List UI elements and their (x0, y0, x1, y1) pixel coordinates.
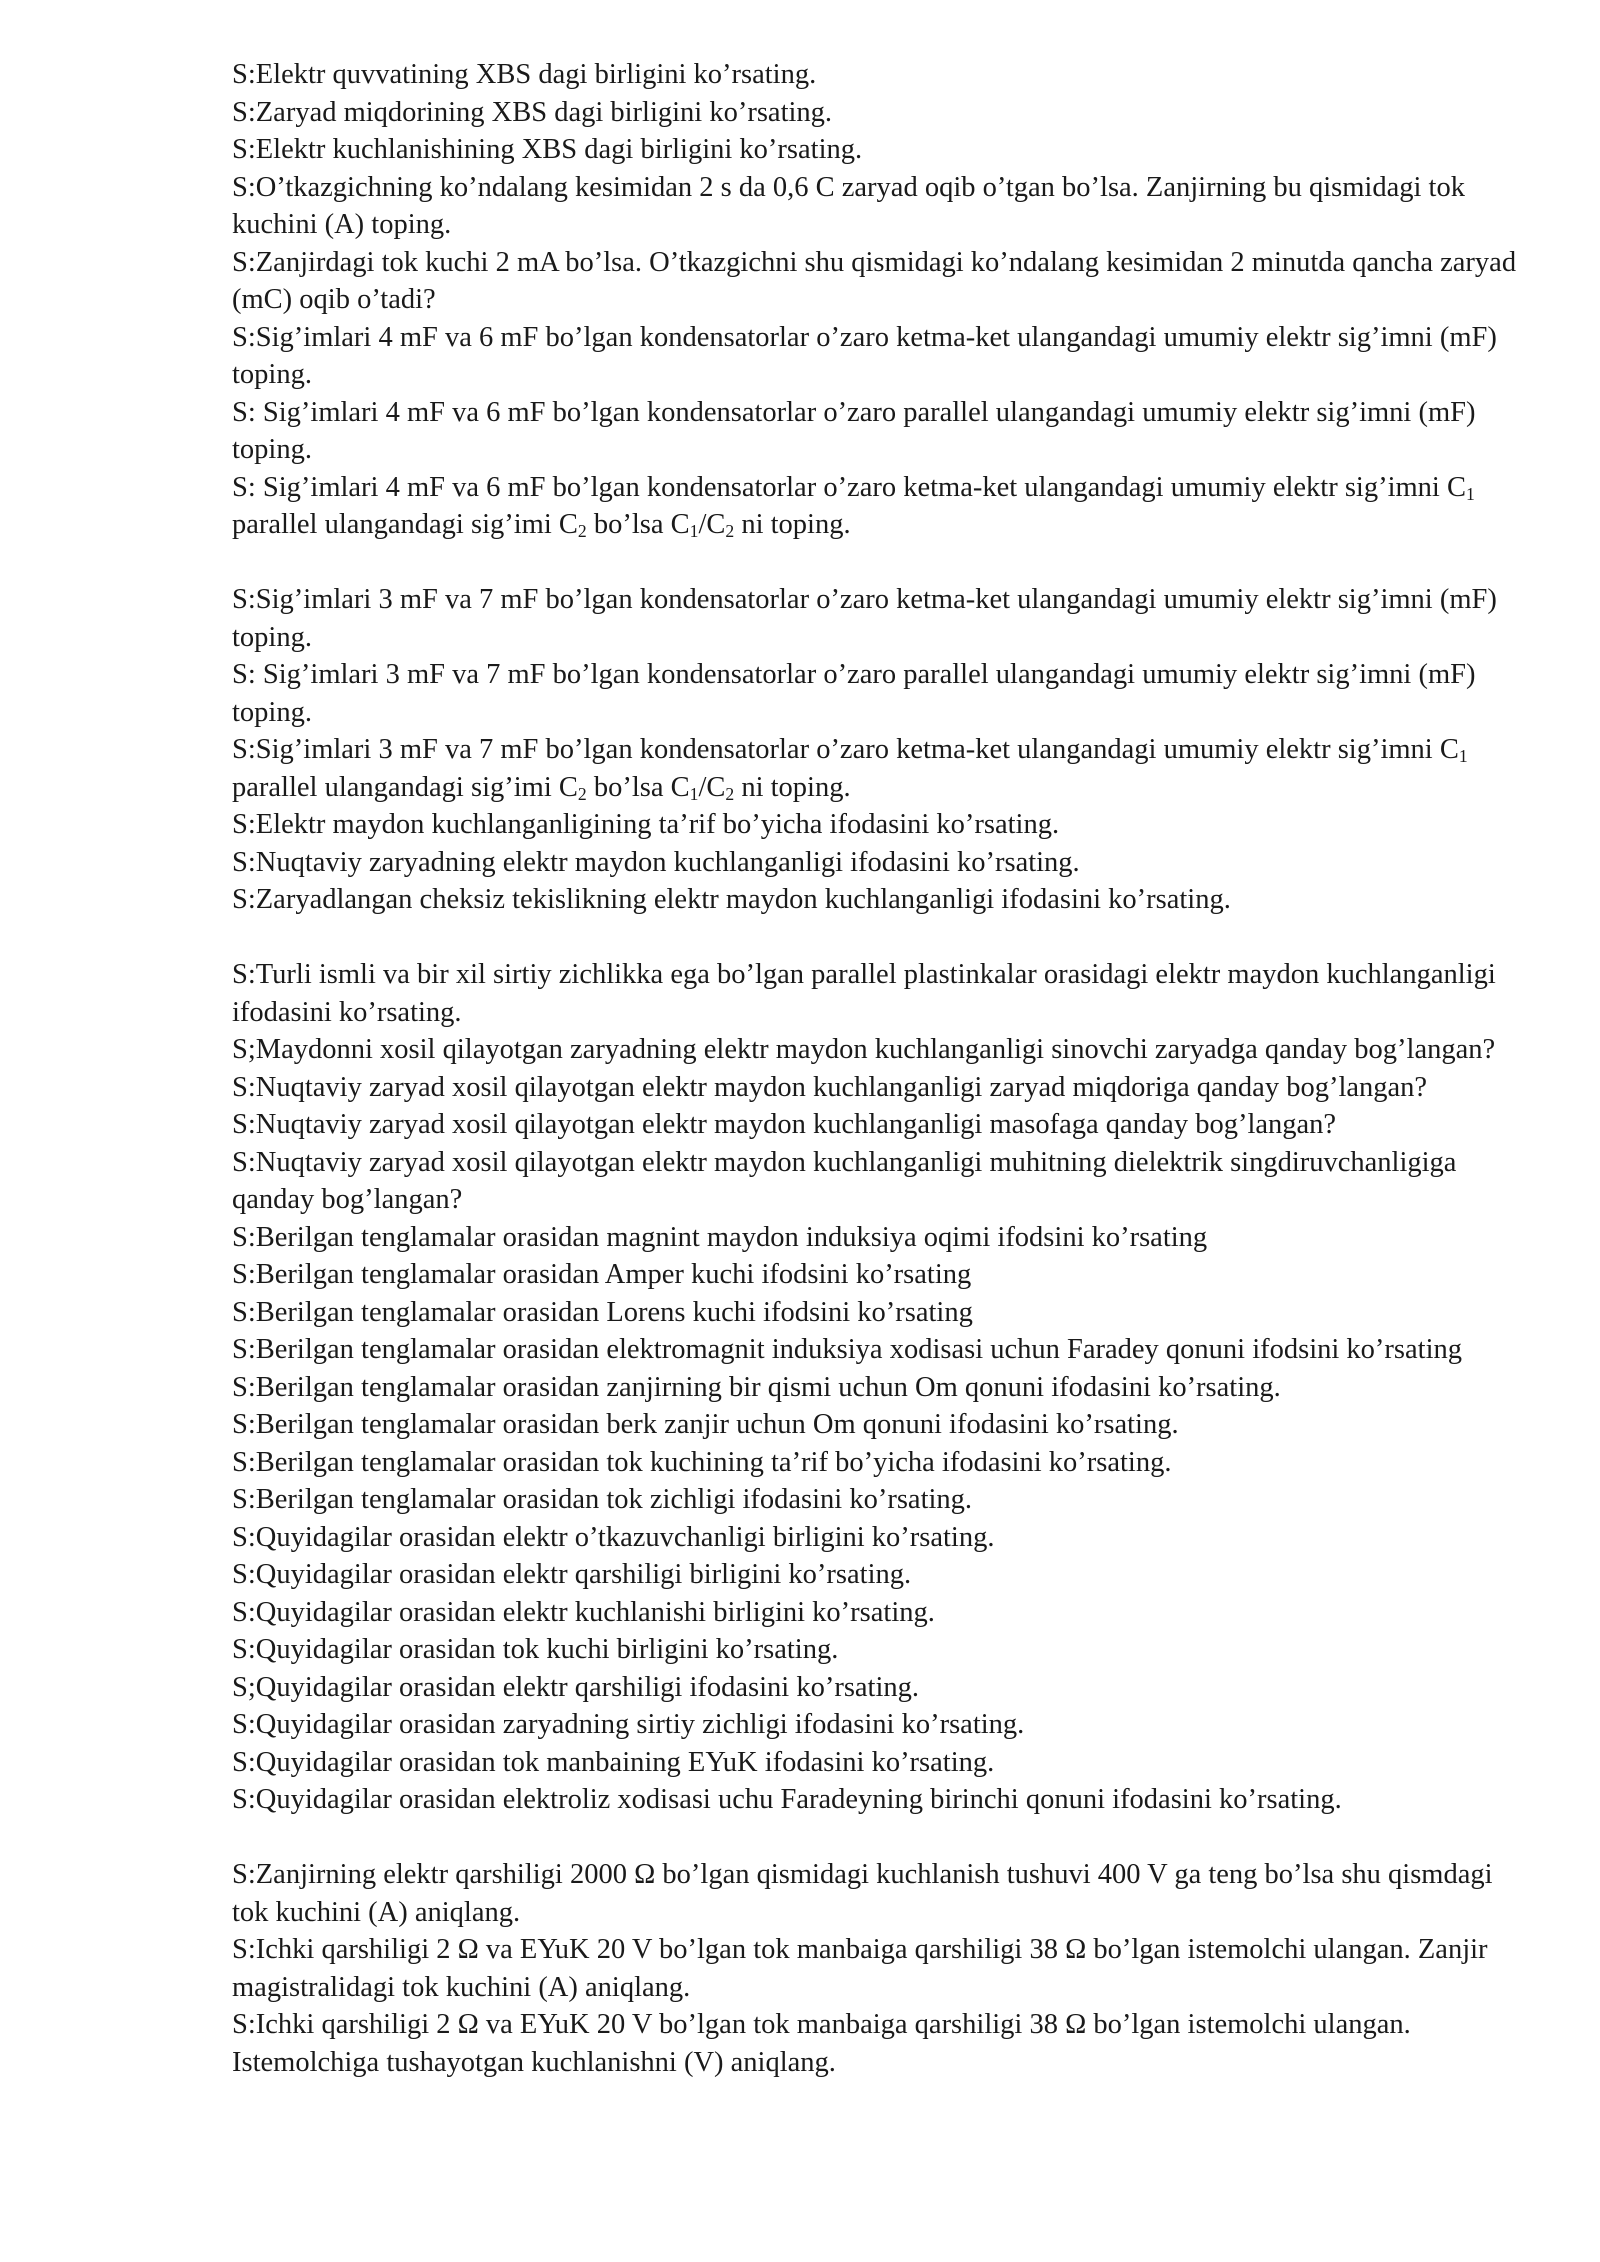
question-30: S:Quyidagilar orasidan elektr kuchlanishi birligini ko’rsating. (232, 1596, 935, 1628)
question-11 (232, 731, 1522, 806)
question-8-mid2: bo’lsa C (586, 509, 690, 540)
question-27: S:Berilgan tenglamalar orasidan tok zichligi ifodasini ko’rsating. (232, 1484, 973, 1515)
question-16: S;Maydonni xosil qilayotgan zaryadning elektr maydon kuchlanganligi sinovchi zaryadga qanday bog’langan? (232, 1034, 1496, 1065)
document-page (232, 56, 1522, 2081)
question-10: S: Sig’imlari 3 mF va 7 mF bo’lgan kondensatorlar o’zaro parallel ulangandagi umumiy elektr sig’imni (mF) toping. (232, 659, 1476, 728)
question-33: S:Quyidagilar orasidan zaryadning sirtiy zichligi ifodasini ko’rsating. (232, 1709, 1025, 1740)
question-7: S: Sig’imlari 4 mF va 6 mF bo’lgan kondensatorlar o’zaro parallel ulangandagi umumiy elektr sig’imni (mF) toping. (232, 396, 1476, 465)
question-18: S:Nuqtaviy zaryad xosil qilayotgan elektr maydon kuchlanganligi masofaga qanday bog’langan? (232, 1109, 1337, 1140)
question-8-slash: /C (698, 509, 726, 540)
question-20: S:Berilgan tenglamalar orasidan magnint maydon induksiya oqimi ifodsini ko’rsating (232, 1221, 1208, 1253)
question-35: S:Quyidagilar orasidan elektroliz xodisasi uchu Faradeyning birinchi qonuni ifodasini ko’rsating. (232, 1784, 1342, 1815)
question-2: S:Zaryad miqdorining XBS dagi birligini ko’rsating. (232, 96, 833, 128)
question-4: S:O’tkazgichning ko’ndalang kesimidan 2 s da 0,6 C zaryad oqib o’tgan bo’lsa. Zanjirning bu qismidagi tok kuchini (A) toping. (232, 171, 1465, 240)
question-24: S:Berilgan tenglamalar orasidan zanjirning bir qismi uchun Om qonuni ifodasini ko’rsating. (232, 1371, 1281, 1403)
question-8-sub-4: 2 (725, 520, 735, 541)
question-14: S:Zaryadlangan cheksiz tekislikning elektr maydon kuchlanganligi ifodasini ko’rsating. (232, 884, 1231, 915)
question-12: S:Elektr maydon kuchlanganligining ta’rif bo’yicha ifodasini ko’rsating. (232, 809, 1060, 840)
question-8-sub-2: 2 (577, 520, 587, 541)
question-8 (232, 469, 1522, 544)
question-28: S:Quyidagilar orasidan elektr o’tkazuvchanligi birligini ko’rsating. (232, 1521, 995, 1553)
question-31: S:Quyidagilar orasidan tok kuchi birligini ko’rsating. (232, 1634, 839, 1665)
paragraph-gap (232, 1819, 1522, 1857)
question-8-mid: parallel ulangandagi sig’imi C (232, 509, 578, 540)
question-15: S:Turli ismli va bir xil sirtiy zichlikka ega bo’lgan parallel plastinkalar orasidagi elektr maydon kuchlanganligi ifodasini ko’rsating. (232, 959, 1496, 1028)
question-11-lead: S:Sig’imlari 3 mF va 7 mF bo’lgan kondensatorlar o’zaro ketma-ket ulangandagi umumiy elektr sig’imni C (232, 734, 1459, 765)
question-29: S:Quyidagilar orasidan elektr qarshiligi birligini ko’rsating. (232, 1559, 912, 1590)
question-23: S:Berilgan tenglamalar orasidan elektromagnit induksiya xodisasi uchun Faradey qonuni ifodsini ko’rsating (232, 1334, 1462, 1365)
question-36: S:Zanjirning elektr qarshiligi 2000 Ω bo’lgan qismidagi kuchlanish tushuvi 400 V ga teng bo’lsa shu qismdagi tok kuchini (A) aniqlang. (232, 1859, 1493, 1928)
question-11-sub-2: 2 (577, 783, 587, 804)
question-26: S:Berilgan tenglamalar orasidan tok kuchining ta’rif bo’yicha ifodasini ko’rsating. (232, 1446, 1172, 1478)
question-8-tail: ni toping. (734, 509, 851, 540)
question-32: S;Quyidagilar orasidan elektr qarshiligi ifodasini ko’rsating. (232, 1671, 920, 1703)
question-8-lead: S: Sig’imlari 4 mF va 6 mF bo’lgan kondensatorlar o’zaro ketma-ket ulangandagi umumiy elektr sig’imni C (232, 471, 1466, 503)
question-11-sub-4: 2 (725, 783, 735, 804)
question-8-sub-1: 1 (1465, 483, 1475, 504)
question-11-mid2: bo’lsa C (586, 771, 690, 803)
question-11-mid: parallel ulangandagi sig’imi C (232, 771, 578, 803)
question-5: S:Zanjirdagi tok kuchi 2 mA bo’lsa. O’tkazgichni shu qismidagi ko’ndalang kesimidan 2 minutda qancha zaryad (mC) oqib o’tadi? (232, 246, 1517, 315)
question-1: S:Elektr quvvatining XBS dagi birligini ko’rsating. (232, 59, 817, 90)
question-11-slash: /C (698, 771, 726, 803)
paragraph-gap (232, 544, 1522, 582)
question-11-tail: ni toping. (734, 771, 851, 803)
paragraph-gap (232, 919, 1522, 957)
question-11-sub-3: 1 (689, 783, 699, 804)
question-3: S:Elektr kuchlanishining XBS dagi birligini ko’rsating. (232, 134, 863, 165)
question-37: S:Ichki qarshiligi 2 Ω va EYuK 20 V bo’lgan tok manbaiga qarshiligi 38 Ω bo’lgan istemolchi ulangan. Zanjir magistralidagi tok kuchini (A) aniqlang. (232, 1934, 1488, 2003)
question-25: S:Berilgan tenglamalar orasidan berk zanjir uchun Om qonuni ifodasini ko’rsating. (232, 1409, 1179, 1440)
question-9: S:Sig’imlari 3 mF va 7 mF bo’lgan kondensatorlar o’zaro ketma-ket ulangandagi umumiy elektr sig’imni (mF) toping. (232, 584, 1497, 653)
question-38: S:Ichki qarshiligi 2 Ω va EYuK 20 V bo’lgan tok manbaiga qarshiligi 38 Ω bo’lgan istemolchi ulangan. Istemolchiga tushayotgan kuchlanishni (V) aniqlang. (232, 2009, 1411, 2078)
question-34: S:Quyidagilar orasidan tok manbaining EYuK ifodasini ko’rsating. (232, 1746, 995, 1778)
question-19: S:Nuqtaviy zaryad xosil qilayotgan elektr maydon kuchlanganligi muhitning dielektrik singdiruvchanligiga qanday bog’langan? (232, 1146, 1457, 1215)
question-8-sub-3: 1 (689, 520, 699, 541)
question-11-sub-1: 1 (1458, 745, 1468, 766)
question-21: S:Berilgan tenglamalar orasidan Amper kuchi ifodsini ko’rsating (232, 1259, 972, 1290)
question-13: S:Nuqtaviy zaryadning elektr maydon kuchlanganligi ifodasini ko’rsating. (232, 846, 1080, 878)
question-22: S:Berilgan tenglamalar orasidan Lorens kuchi ifodsini ko’rsating (232, 1296, 973, 1328)
question-6: S:Sig’imlari 4 mF va 6 mF bo’lgan kondensatorlar o’zaro ketma-ket ulangandagi umumiy elektr sig’imni (mF) toping. (232, 321, 1497, 390)
question-17: S:Nuqtaviy zaryad xosil qilayotgan elektr maydon kuchlanganligi zaryad miqdoriga qanday bog’langan? (232, 1071, 1428, 1103)
